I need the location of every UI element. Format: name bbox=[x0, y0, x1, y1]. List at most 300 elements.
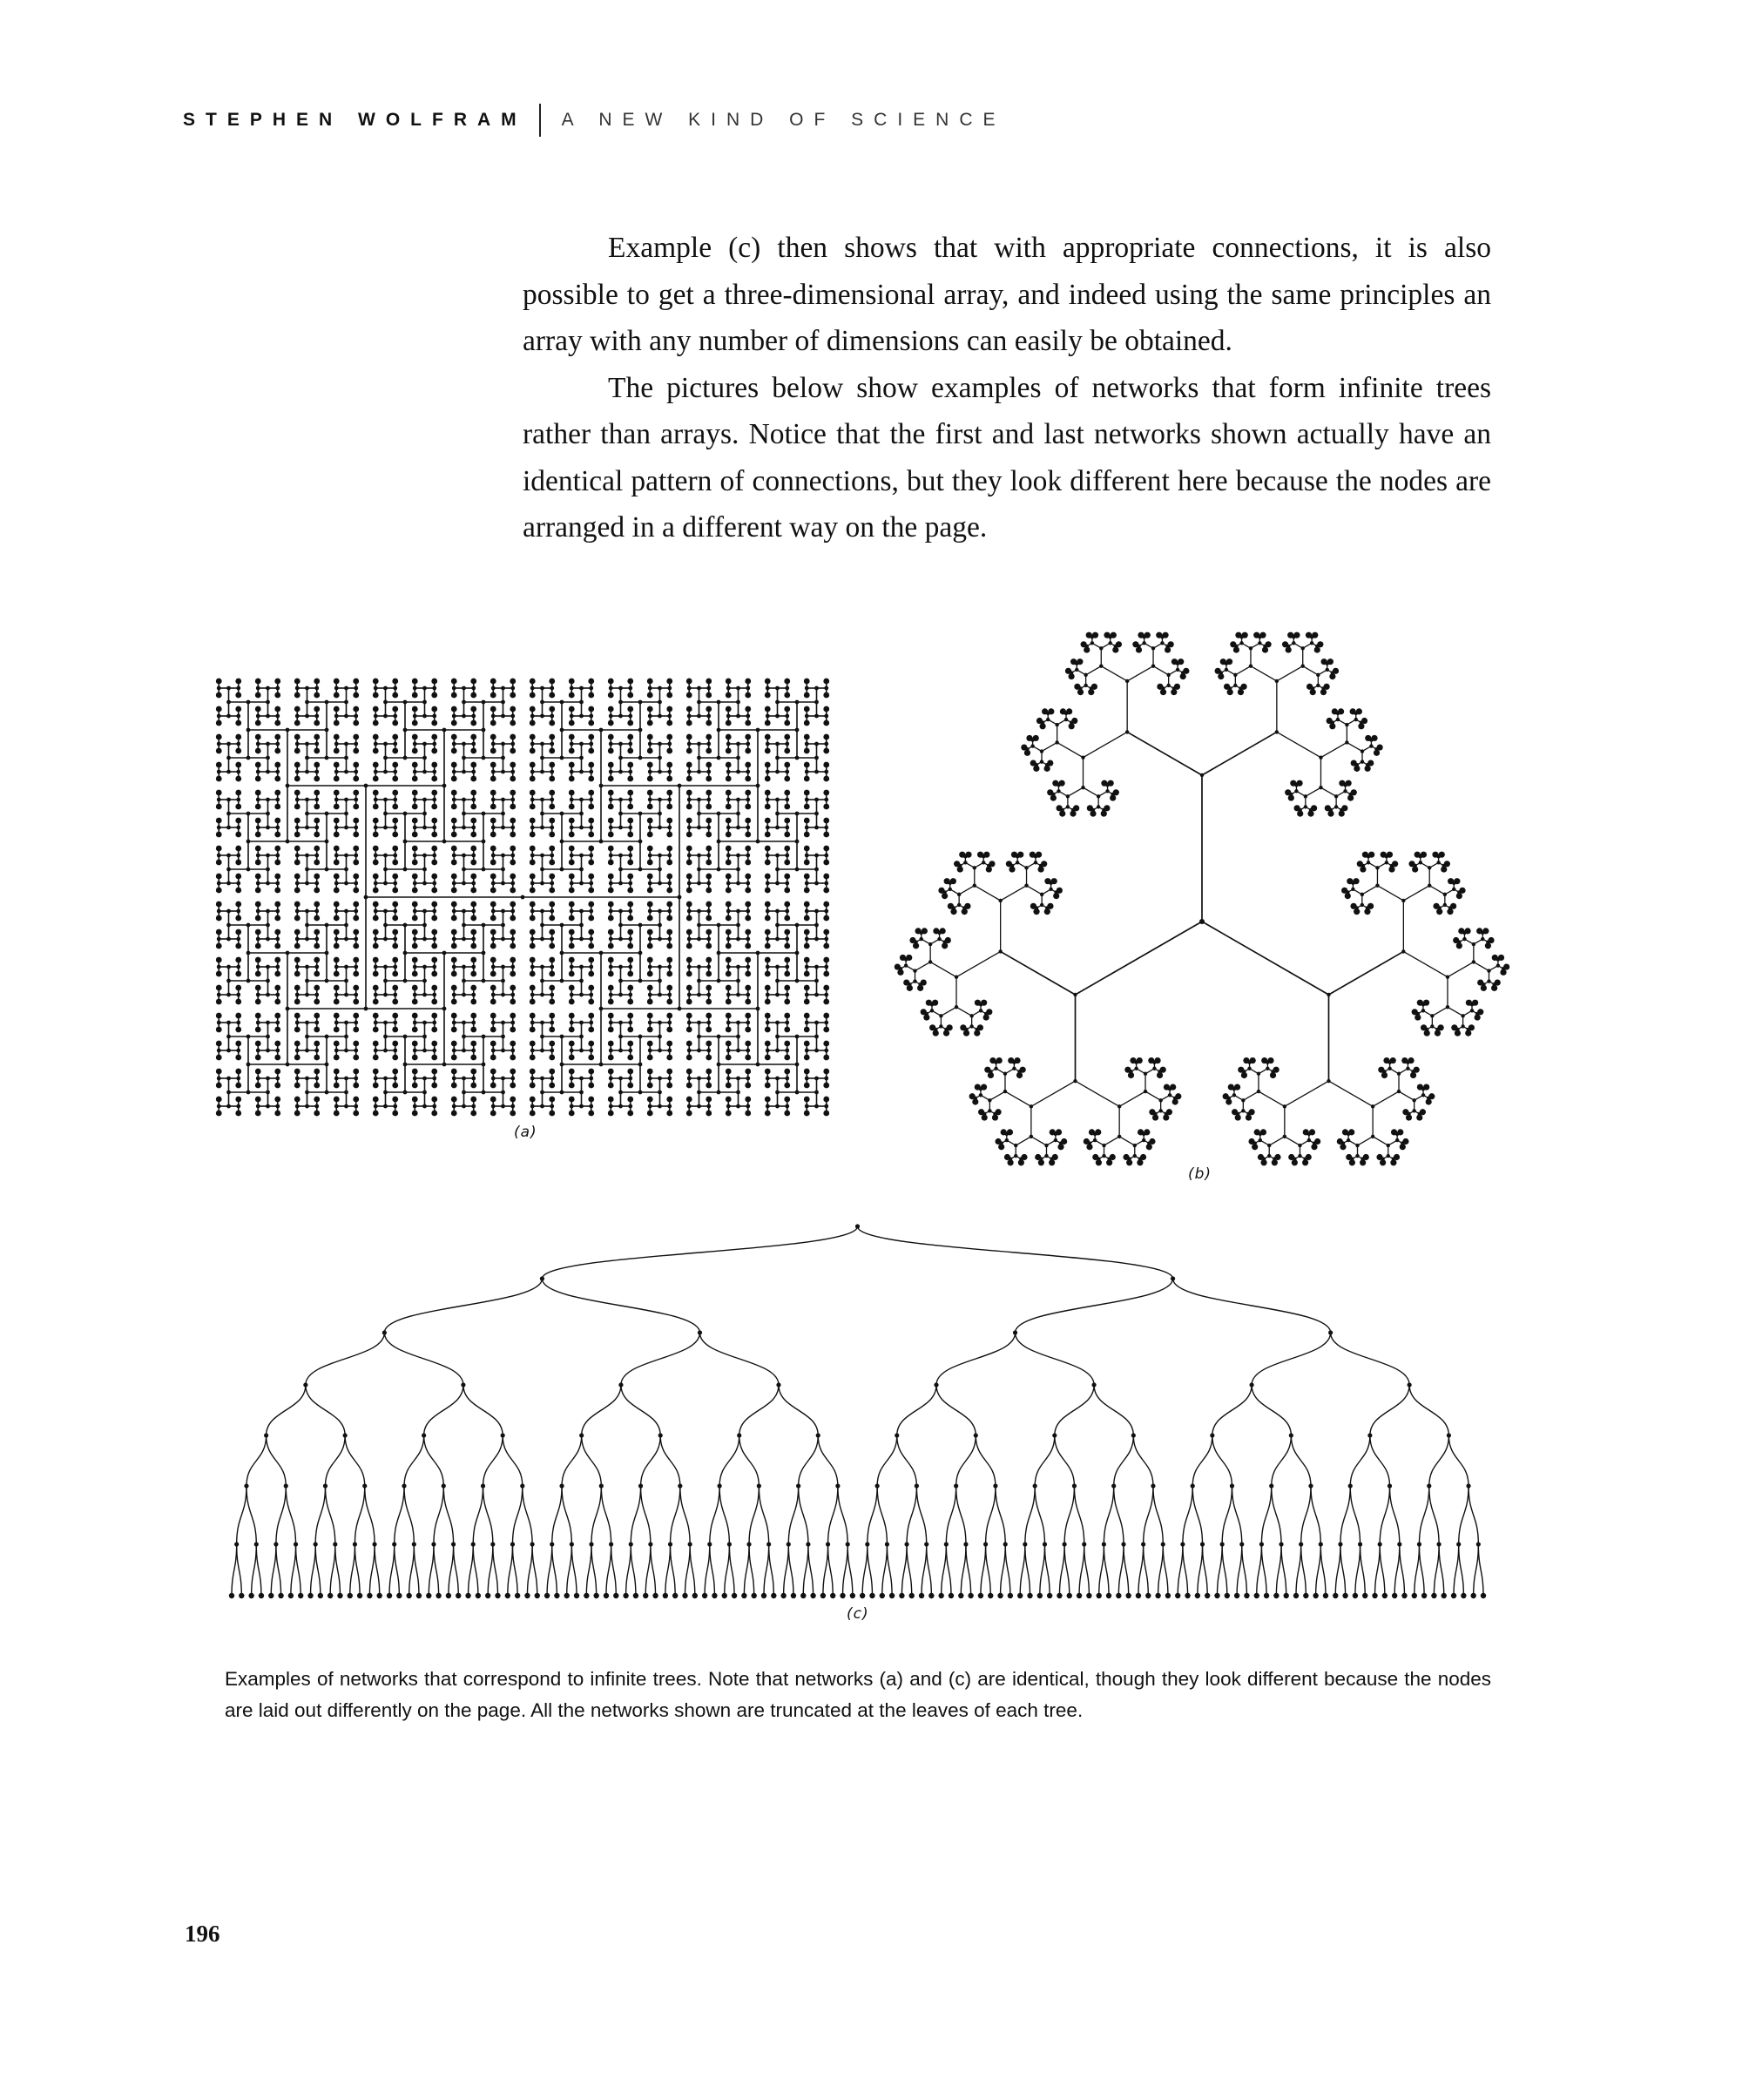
tree-node bbox=[726, 770, 731, 774]
tree-node bbox=[1142, 641, 1145, 645]
tree-node bbox=[784, 832, 790, 838]
tree-node bbox=[392, 692, 398, 699]
tree-node bbox=[569, 860, 575, 866]
tree-node bbox=[618, 700, 623, 705]
tree-node bbox=[451, 832, 457, 838]
tree-node bbox=[482, 1063, 486, 1067]
tree-node bbox=[745, 804, 751, 810]
tree-node bbox=[540, 1049, 544, 1053]
tree-node bbox=[431, 860, 437, 866]
tree-node bbox=[569, 818, 575, 824]
tree-node bbox=[609, 798, 613, 802]
tree-node bbox=[510, 1111, 516, 1117]
tree-node bbox=[608, 832, 614, 838]
tree-node bbox=[294, 1083, 300, 1089]
tree-node bbox=[431, 832, 437, 838]
tree-node bbox=[334, 742, 339, 746]
tree-node bbox=[216, 1041, 222, 1047]
tree-node bbox=[766, 937, 770, 942]
tree-node bbox=[452, 854, 456, 858]
tree-node bbox=[353, 776, 359, 782]
tree-node bbox=[648, 686, 652, 691]
tree-node bbox=[235, 985, 241, 991]
tree-node bbox=[697, 714, 701, 719]
tree-node bbox=[549, 846, 555, 852]
tree-node bbox=[344, 854, 348, 858]
tree-node bbox=[823, 985, 829, 991]
tree-node bbox=[412, 971, 418, 977]
tree-node bbox=[579, 909, 584, 914]
tree-node bbox=[627, 720, 633, 726]
tree-node bbox=[570, 770, 574, 774]
tree-node bbox=[431, 1097, 437, 1103]
tree-node bbox=[823, 1055, 829, 1061]
tree-node bbox=[431, 1027, 437, 1033]
tree-node bbox=[706, 1027, 712, 1033]
tree-node bbox=[658, 798, 662, 802]
tree-node bbox=[431, 1111, 437, 1117]
tree-node bbox=[550, 937, 554, 942]
tree-node bbox=[490, 790, 496, 796]
tree-node bbox=[618, 1104, 623, 1109]
tree-node bbox=[295, 1049, 300, 1053]
tree-node bbox=[784, 762, 790, 768]
tree-node bbox=[560, 979, 564, 983]
tree-node bbox=[334, 965, 339, 969]
tree-node bbox=[736, 937, 740, 942]
tree-node bbox=[549, 1083, 555, 1089]
tree-node bbox=[226, 881, 231, 886]
tree-node bbox=[275, 881, 280, 886]
tree-node bbox=[540, 965, 544, 969]
tree-node bbox=[305, 1021, 309, 1025]
tree-node bbox=[217, 909, 221, 914]
tree-node bbox=[569, 804, 575, 810]
tree-node bbox=[275, 993, 280, 997]
tree-node bbox=[432, 965, 436, 969]
tree-node bbox=[549, 1027, 555, 1033]
tree-node bbox=[216, 943, 222, 949]
tree-node bbox=[706, 993, 711, 997]
tree-node bbox=[490, 999, 496, 1005]
tree-node bbox=[579, 1049, 584, 1053]
tree-node bbox=[295, 1077, 300, 1081]
figure-a-label: (a) bbox=[514, 1124, 537, 1141]
tree-node bbox=[588, 929, 594, 935]
tree-node bbox=[1156, 632, 1162, 638]
tree-node bbox=[314, 804, 320, 810]
tree-node bbox=[706, 1021, 711, 1025]
tree-node bbox=[256, 1104, 260, 1109]
tree-node bbox=[305, 923, 309, 928]
tree-node bbox=[431, 1041, 437, 1047]
tree-node bbox=[666, 1027, 672, 1033]
tree-node bbox=[805, 1104, 809, 1109]
tree-node bbox=[344, 923, 348, 928]
tree-node bbox=[412, 999, 418, 1005]
tree-node bbox=[706, 1055, 712, 1061]
tree-node bbox=[344, 1077, 348, 1081]
tree-node bbox=[255, 860, 261, 866]
tree-node bbox=[666, 720, 672, 726]
tree-node bbox=[687, 742, 692, 746]
tree-node bbox=[294, 1027, 300, 1033]
tree-node bbox=[530, 1069, 536, 1075]
tree-node bbox=[294, 888, 300, 894]
tree-node bbox=[706, 915, 712, 922]
tree-node bbox=[354, 770, 358, 774]
tree-edge bbox=[1474, 962, 1489, 970]
tree-node bbox=[451, 929, 457, 935]
tree-node bbox=[824, 1049, 828, 1053]
tree-edge bbox=[1377, 886, 1403, 901]
tree-node bbox=[549, 874, 555, 880]
tree-node bbox=[286, 1063, 290, 1067]
tree-node bbox=[795, 979, 800, 983]
tree-node bbox=[216, 692, 222, 699]
tree-node bbox=[549, 706, 555, 712]
tree-node bbox=[784, 860, 790, 866]
tree-node bbox=[569, 874, 575, 880]
tree-node bbox=[588, 1013, 594, 1019]
tree-node bbox=[217, 686, 221, 691]
tree-node bbox=[510, 686, 515, 691]
tree-node bbox=[294, 818, 300, 824]
tree-node bbox=[392, 706, 398, 712]
tree-node bbox=[666, 1041, 672, 1047]
tree-node bbox=[471, 770, 476, 774]
tree-node bbox=[823, 1111, 829, 1117]
tree-node bbox=[216, 888, 222, 894]
tree-node bbox=[628, 742, 632, 746]
tree-node bbox=[706, 901, 712, 908]
tree-node bbox=[217, 881, 221, 886]
tree-node bbox=[1021, 744, 1027, 750]
tree-node bbox=[1088, 689, 1094, 695]
tree-node bbox=[706, 720, 712, 726]
tree-node bbox=[775, 881, 780, 886]
tree-node bbox=[540, 1077, 544, 1081]
tree-node bbox=[1199, 919, 1205, 924]
tree-node bbox=[314, 748, 320, 754]
tree-node bbox=[256, 714, 260, 719]
tree-node bbox=[805, 714, 809, 719]
tree-node bbox=[501, 909, 505, 914]
tree-node bbox=[1151, 665, 1155, 668]
tree-node bbox=[373, 943, 379, 949]
tree-node bbox=[393, 714, 397, 719]
tree-node bbox=[422, 700, 427, 705]
tree-node bbox=[686, 1083, 692, 1089]
tree-node bbox=[255, 720, 261, 726]
tree-node bbox=[413, 798, 417, 802]
tree-node bbox=[344, 798, 348, 802]
tree-node bbox=[364, 784, 368, 788]
tree-node bbox=[491, 937, 496, 942]
tree-node bbox=[325, 1091, 329, 1095]
tree-node bbox=[666, 679, 672, 685]
tree-node bbox=[745, 1013, 751, 1019]
tree-node bbox=[588, 776, 594, 782]
tree-node bbox=[412, 915, 418, 922]
tree-node bbox=[766, 1021, 770, 1025]
tree-node bbox=[726, 762, 732, 768]
tree-node bbox=[471, 742, 476, 746]
tree-node bbox=[246, 812, 251, 816]
tree-node bbox=[627, 818, 633, 824]
tree-node bbox=[510, 714, 515, 719]
tree-node bbox=[462, 923, 466, 928]
tree-node bbox=[530, 720, 536, 726]
tree-node bbox=[294, 706, 300, 712]
tree-node bbox=[686, 1111, 692, 1117]
tree-node bbox=[510, 957, 516, 963]
tree-node bbox=[431, 985, 437, 991]
tree-node bbox=[745, 1083, 751, 1089]
tree-node bbox=[451, 874, 457, 880]
tree-node bbox=[403, 840, 408, 844]
tree-node bbox=[658, 937, 662, 942]
tree-node bbox=[451, 1027, 457, 1033]
tree-node bbox=[589, 826, 593, 830]
tree-node bbox=[775, 686, 780, 691]
tree-node bbox=[451, 985, 457, 991]
tree-node bbox=[717, 1091, 721, 1095]
tree-node bbox=[334, 1027, 340, 1033]
tree-node bbox=[334, 901, 340, 908]
tree-node bbox=[658, 714, 662, 719]
tree-node bbox=[823, 762, 829, 768]
tree-node bbox=[687, 798, 692, 802]
tree-node bbox=[344, 770, 348, 774]
tree-node bbox=[274, 790, 280, 796]
tree-node bbox=[403, 728, 408, 733]
tree-node bbox=[354, 881, 358, 886]
tree-node bbox=[490, 957, 496, 963]
tree-node bbox=[256, 881, 260, 886]
tree-node bbox=[305, 798, 309, 802]
tree-node bbox=[1064, 718, 1068, 721]
tree-node bbox=[706, 943, 712, 949]
tree-node bbox=[823, 999, 829, 1005]
tree-node bbox=[579, 1035, 584, 1039]
tree-node bbox=[216, 1111, 222, 1117]
tree-node bbox=[627, 762, 633, 768]
tree-node bbox=[462, 756, 466, 760]
tree-node bbox=[765, 846, 771, 852]
tree-node bbox=[413, 993, 417, 997]
tree-node bbox=[765, 1013, 771, 1019]
tree-node bbox=[1024, 750, 1030, 756]
tree-node bbox=[470, 846, 476, 852]
tree-node bbox=[334, 957, 340, 963]
tree-node bbox=[412, 734, 418, 740]
tree-node bbox=[814, 868, 819, 872]
tree-node bbox=[1168, 641, 1174, 647]
tree-node bbox=[589, 881, 593, 886]
tree-node bbox=[549, 804, 555, 810]
tree-node bbox=[413, 937, 417, 942]
tree-node bbox=[560, 1035, 564, 1039]
tree-node bbox=[432, 1104, 436, 1109]
tree-node bbox=[226, 1104, 231, 1109]
tree-node bbox=[501, 854, 505, 858]
tree-node bbox=[1065, 668, 1071, 674]
tree-node bbox=[678, 895, 682, 900]
tree-node bbox=[383, 1077, 388, 1081]
tree-node bbox=[706, 762, 712, 768]
tree-node bbox=[334, 1049, 339, 1053]
tree-node bbox=[510, 1077, 515, 1081]
tree-node bbox=[236, 937, 240, 942]
tree-node bbox=[579, 798, 584, 802]
tree-node bbox=[294, 846, 300, 852]
tree-node bbox=[286, 728, 290, 733]
tree-node bbox=[1066, 708, 1072, 714]
tree-node bbox=[784, 706, 790, 712]
tree-node bbox=[784, 790, 790, 796]
tree-node bbox=[706, 846, 712, 852]
tree-node bbox=[374, 770, 378, 774]
tree-node bbox=[647, 1027, 653, 1033]
tree-node bbox=[706, 999, 712, 1005]
tree-node bbox=[569, 1013, 575, 1019]
tree-node bbox=[374, 826, 378, 830]
body-text bbox=[523, 225, 1491, 551]
tree-node bbox=[666, 957, 672, 963]
tree-node bbox=[608, 818, 614, 824]
tree-node bbox=[491, 993, 496, 997]
tree-node bbox=[726, 929, 732, 935]
tree-node bbox=[726, 915, 732, 922]
tree-node bbox=[697, 881, 701, 886]
tree-node bbox=[314, 776, 320, 782]
tree-node bbox=[422, 937, 427, 942]
tree-node bbox=[726, 798, 731, 802]
tree-node bbox=[804, 1013, 810, 1019]
tree-node bbox=[510, 1049, 515, 1053]
tree-node bbox=[765, 915, 771, 922]
tree-node bbox=[569, 679, 575, 685]
tree-node bbox=[334, 888, 340, 894]
tree-node bbox=[588, 720, 594, 726]
tree-node bbox=[256, 826, 260, 830]
tree-node bbox=[470, 1097, 476, 1103]
tree-node bbox=[246, 700, 251, 705]
tree-node bbox=[814, 756, 819, 760]
tree-node bbox=[765, 734, 771, 740]
tree-node bbox=[216, 1055, 222, 1061]
tree-node bbox=[569, 901, 575, 908]
tree-node bbox=[353, 1069, 359, 1075]
tree-node bbox=[491, 881, 496, 886]
tree-node bbox=[814, 881, 819, 886]
tree-node bbox=[823, 818, 829, 824]
tree-node bbox=[609, 1104, 613, 1109]
tree-node bbox=[609, 937, 613, 942]
tree-node bbox=[235, 888, 241, 894]
tree-node bbox=[305, 1077, 309, 1081]
tree-node bbox=[618, 686, 623, 691]
tree-node bbox=[666, 762, 672, 768]
tree-node bbox=[305, 881, 309, 886]
tree-node bbox=[814, 1104, 819, 1109]
tree-node bbox=[686, 901, 692, 908]
tree-node bbox=[383, 909, 388, 914]
tree-node bbox=[569, 915, 575, 922]
tree-node bbox=[501, 881, 505, 886]
tree-node bbox=[706, 706, 712, 712]
tree-node bbox=[235, 943, 241, 949]
tree-node bbox=[226, 742, 231, 746]
tree-node bbox=[422, 826, 427, 830]
tree-node bbox=[706, 874, 712, 880]
tree-node bbox=[549, 818, 555, 824]
tree-node bbox=[373, 929, 379, 935]
tree-node bbox=[579, 923, 584, 928]
tree-node bbox=[1101, 780, 1107, 787]
tree-node bbox=[334, 874, 340, 880]
tree-node bbox=[255, 818, 261, 824]
tree-node bbox=[1110, 794, 1116, 800]
tree-node bbox=[697, 854, 701, 858]
tree-node bbox=[226, 868, 231, 872]
tree-node bbox=[814, 909, 819, 914]
tree-node bbox=[824, 770, 828, 774]
tree-node bbox=[235, 818, 241, 824]
tree-node bbox=[736, 714, 740, 719]
tree-node bbox=[1084, 646, 1090, 652]
tree-node bbox=[766, 881, 770, 886]
tree-node bbox=[392, 679, 398, 685]
tree-node bbox=[1174, 684, 1180, 690]
tree-node bbox=[706, 679, 712, 685]
tree-node bbox=[549, 776, 555, 782]
tree-node bbox=[736, 826, 740, 830]
tree-node bbox=[795, 1091, 800, 1095]
tree-node bbox=[431, 762, 437, 768]
tree-node bbox=[666, 846, 672, 852]
tree-edge bbox=[1448, 1007, 1463, 1016]
tree-edge bbox=[1285, 1137, 1300, 1145]
tree-node bbox=[687, 881, 692, 886]
tree-node bbox=[686, 888, 692, 894]
tree-node bbox=[255, 832, 261, 838]
tree-node bbox=[490, 1013, 496, 1019]
tree-node bbox=[432, 742, 436, 746]
tree-node bbox=[627, 957, 633, 963]
tree-node bbox=[294, 971, 300, 977]
tree-node bbox=[510, 1097, 516, 1103]
tree-node bbox=[266, 937, 270, 942]
tree-node bbox=[823, 692, 829, 699]
tree-node bbox=[235, 720, 241, 726]
tree-node bbox=[687, 937, 692, 942]
tree-node bbox=[775, 756, 780, 760]
tree-node bbox=[569, 999, 575, 1005]
tree-node bbox=[471, 909, 476, 914]
tree-node bbox=[560, 923, 564, 928]
tree-node bbox=[667, 1049, 672, 1053]
tree-node bbox=[589, 854, 593, 858]
tree-node bbox=[706, 742, 711, 746]
tree-node bbox=[687, 826, 692, 830]
tree-node bbox=[217, 1104, 221, 1109]
tree-node bbox=[235, 832, 241, 838]
tree-node bbox=[226, 756, 231, 760]
tree-node bbox=[353, 971, 359, 977]
tree-node bbox=[638, 951, 643, 955]
